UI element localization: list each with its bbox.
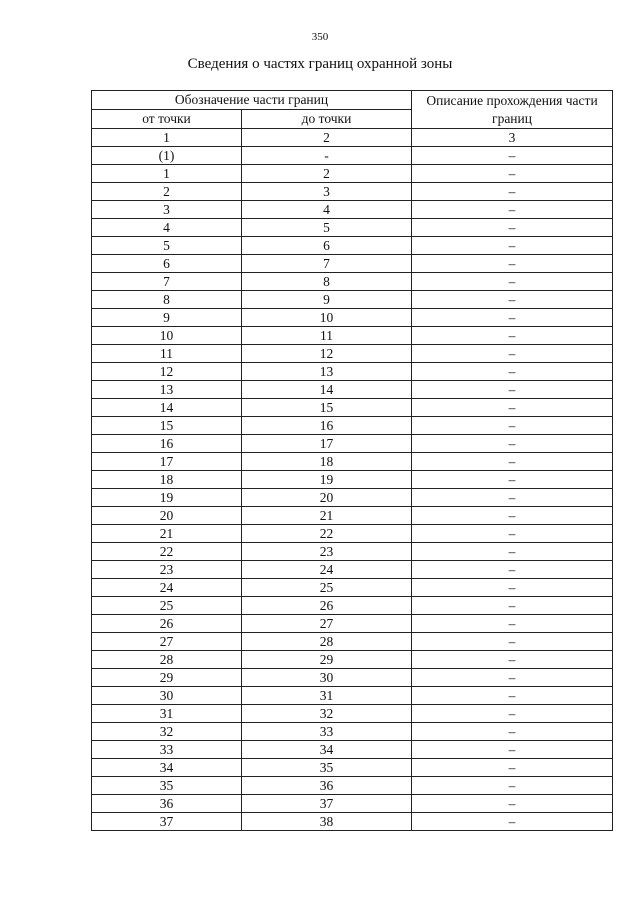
cell-to-point: 34 [242, 741, 412, 759]
boundary-parts-table [91, 90, 613, 831]
cell-from-point: 11 [92, 345, 242, 363]
table-row [92, 291, 613, 309]
cell-description: – [412, 291, 613, 309]
cell-to-point: 25 [242, 579, 412, 597]
document-title: Сведения о частях границ охранной зоны [187, 56, 453, 72]
cell-to-point: 29 [242, 651, 412, 669]
cell-from-point: 1 [92, 165, 242, 183]
cell-to-point: 5 [242, 219, 412, 237]
table-row [92, 399, 613, 417]
table-body [92, 129, 613, 831]
cell-from-point: 16 [92, 435, 242, 453]
cell-description: – [412, 507, 613, 525]
cell-from-point: 30 [92, 687, 242, 705]
cell-to-point: 14 [242, 381, 412, 399]
cell-to-point: 35 [242, 759, 412, 777]
cell-description: – [412, 651, 613, 669]
table-row [92, 741, 613, 759]
table-row [92, 633, 613, 651]
cell-from-point: 15 [92, 417, 242, 435]
cell-from-point: 9 [92, 309, 242, 327]
cell-description: – [412, 417, 613, 435]
table-row [92, 471, 613, 489]
cell-to-point: 28 [242, 633, 412, 651]
table-row [92, 489, 613, 507]
cell-to-point: 36 [242, 777, 412, 795]
cell-description: – [412, 453, 613, 471]
table-row [92, 453, 613, 471]
cell-description: – [412, 669, 613, 687]
header-description: Описание прохождения части границ [412, 91, 613, 129]
cell-to-point: 37 [242, 795, 412, 813]
cell-description: – [412, 345, 613, 363]
cell-description: – [412, 237, 613, 255]
cell-from-point: 34 [92, 759, 242, 777]
cell-description: – [412, 741, 613, 759]
cell-description: – [412, 633, 613, 651]
cell-description: – [412, 201, 613, 219]
table-row [92, 795, 613, 813]
cell-description: – [412, 309, 613, 327]
table-row [92, 327, 613, 345]
header-boundary-part-designation: Обозначение части границ [92, 91, 412, 110]
cell-from-point: 4 [92, 219, 242, 237]
cell-description: – [412, 813, 613, 831]
cell-from-point: 12 [92, 363, 242, 381]
table-row [92, 435, 613, 453]
cell-description: – [412, 489, 613, 507]
cell-to-point: 4 [242, 201, 412, 219]
cell-to-point: 27 [242, 615, 412, 633]
table-row [92, 705, 613, 723]
cell-from-point: 26 [92, 615, 242, 633]
cell-from-point: 29 [92, 669, 242, 687]
cell-to-point: 24 [242, 561, 412, 579]
table-row [92, 147, 613, 165]
table-row [92, 129, 613, 147]
cell-description: – [412, 327, 613, 345]
table-row [92, 543, 613, 561]
table-row [92, 273, 613, 291]
table-row [92, 309, 613, 327]
cell-description: – [412, 615, 613, 633]
cell-to-point: 13 [242, 363, 412, 381]
cell-from-point: 23 [92, 561, 242, 579]
table-row [92, 579, 613, 597]
cell-to-point: 21 [242, 507, 412, 525]
cell-description: – [412, 687, 613, 705]
cell-description: – [412, 381, 613, 399]
cell-to-point: 7 [242, 255, 412, 273]
cell-description: – [412, 543, 613, 561]
table-row [92, 525, 613, 543]
cell-from-point: (1) [92, 147, 242, 165]
cell-from-point: 10 [92, 327, 242, 345]
cell-description: – [412, 273, 613, 291]
table-row [92, 507, 613, 525]
cell-description: – [412, 471, 613, 489]
cell-from-point: 7 [92, 273, 242, 291]
cell-to-point: 2 [242, 165, 412, 183]
cell-from-point: 32 [92, 723, 242, 741]
cell-description: – [412, 759, 613, 777]
cell-to-point: 31 [242, 687, 412, 705]
table-row [92, 651, 613, 669]
cell-from-point: 28 [92, 651, 242, 669]
cell-to-point: - [242, 147, 412, 165]
table-row [92, 597, 613, 615]
cell-description: – [412, 705, 613, 723]
cell-to-point: 30 [242, 669, 412, 687]
cell-from-point: 8 [92, 291, 242, 309]
cell-to-point: 17 [242, 435, 412, 453]
page-number: 350 [311, 31, 329, 43]
cell-to-point: 12 [242, 345, 412, 363]
table-row [92, 813, 613, 831]
table-row [92, 219, 613, 237]
cell-to-point: 6 [242, 237, 412, 255]
cell-description: – [412, 579, 613, 597]
cell-from-point: 18 [92, 471, 242, 489]
cell-from-point: 19 [92, 489, 242, 507]
table-row [92, 237, 613, 255]
cell-from-point: 21 [92, 525, 242, 543]
cell-to-point: 16 [242, 417, 412, 435]
cell-to-point: 2 [242, 129, 412, 147]
table-row [92, 561, 613, 579]
cell-to-point: 26 [242, 597, 412, 615]
cell-from-point: 6 [92, 255, 242, 273]
table-row [92, 723, 613, 741]
table-row [92, 363, 613, 381]
cell-from-point: 22 [92, 543, 242, 561]
cell-to-point: 23 [242, 543, 412, 561]
cell-description: – [412, 165, 613, 183]
cell-from-point: 24 [92, 579, 242, 597]
cell-from-point: 25 [92, 597, 242, 615]
cell-description: 3 [412, 129, 613, 147]
table-row [92, 417, 613, 435]
table-header [92, 91, 613, 129]
cell-from-point: 36 [92, 795, 242, 813]
cell-description: – [412, 219, 613, 237]
cell-from-point: 35 [92, 777, 242, 795]
cell-description: – [412, 525, 613, 543]
cell-to-point: 22 [242, 525, 412, 543]
table-row [92, 381, 613, 399]
cell-description: – [412, 183, 613, 201]
cell-to-point: 10 [242, 309, 412, 327]
table-row [92, 777, 613, 795]
cell-from-point: 27 [92, 633, 242, 651]
header-to-point: до точки [242, 110, 412, 129]
table-row [92, 687, 613, 705]
header-from-point: от точки [92, 110, 242, 129]
cell-description: – [412, 561, 613, 579]
cell-from-point: 17 [92, 453, 242, 471]
cell-description: – [412, 399, 613, 417]
cell-description: – [412, 255, 613, 273]
cell-from-point: 31 [92, 705, 242, 723]
cell-description: – [412, 777, 613, 795]
cell-to-point: 19 [242, 471, 412, 489]
cell-from-point: 14 [92, 399, 242, 417]
cell-from-point: 33 [92, 741, 242, 759]
table-row [92, 669, 613, 687]
cell-description: – [412, 147, 613, 165]
cell-to-point: 18 [242, 453, 412, 471]
table-row [92, 183, 613, 201]
cell-to-point: 20 [242, 489, 412, 507]
cell-from-point: 1 [92, 129, 242, 147]
table-row [92, 759, 613, 777]
cell-to-point: 9 [242, 291, 412, 309]
cell-from-point: 3 [92, 201, 242, 219]
cell-to-point: 15 [242, 399, 412, 417]
cell-to-point: 33 [242, 723, 412, 741]
cell-to-point: 38 [242, 813, 412, 831]
cell-to-point: 32 [242, 705, 412, 723]
table-row [92, 615, 613, 633]
cell-description: – [412, 795, 613, 813]
cell-description: – [412, 723, 613, 741]
cell-from-point: 5 [92, 237, 242, 255]
cell-from-point: 37 [92, 813, 242, 831]
cell-to-point: 3 [242, 183, 412, 201]
cell-from-point: 20 [92, 507, 242, 525]
cell-from-point: 13 [92, 381, 242, 399]
cell-from-point: 2 [92, 183, 242, 201]
table-row [92, 345, 613, 363]
cell-to-point: 8 [242, 273, 412, 291]
cell-description: – [412, 363, 613, 381]
cell-description: – [412, 597, 613, 615]
table-row [92, 201, 613, 219]
table-row [92, 165, 613, 183]
cell-to-point: 11 [242, 327, 412, 345]
cell-description: – [412, 435, 613, 453]
table-row [92, 255, 613, 273]
